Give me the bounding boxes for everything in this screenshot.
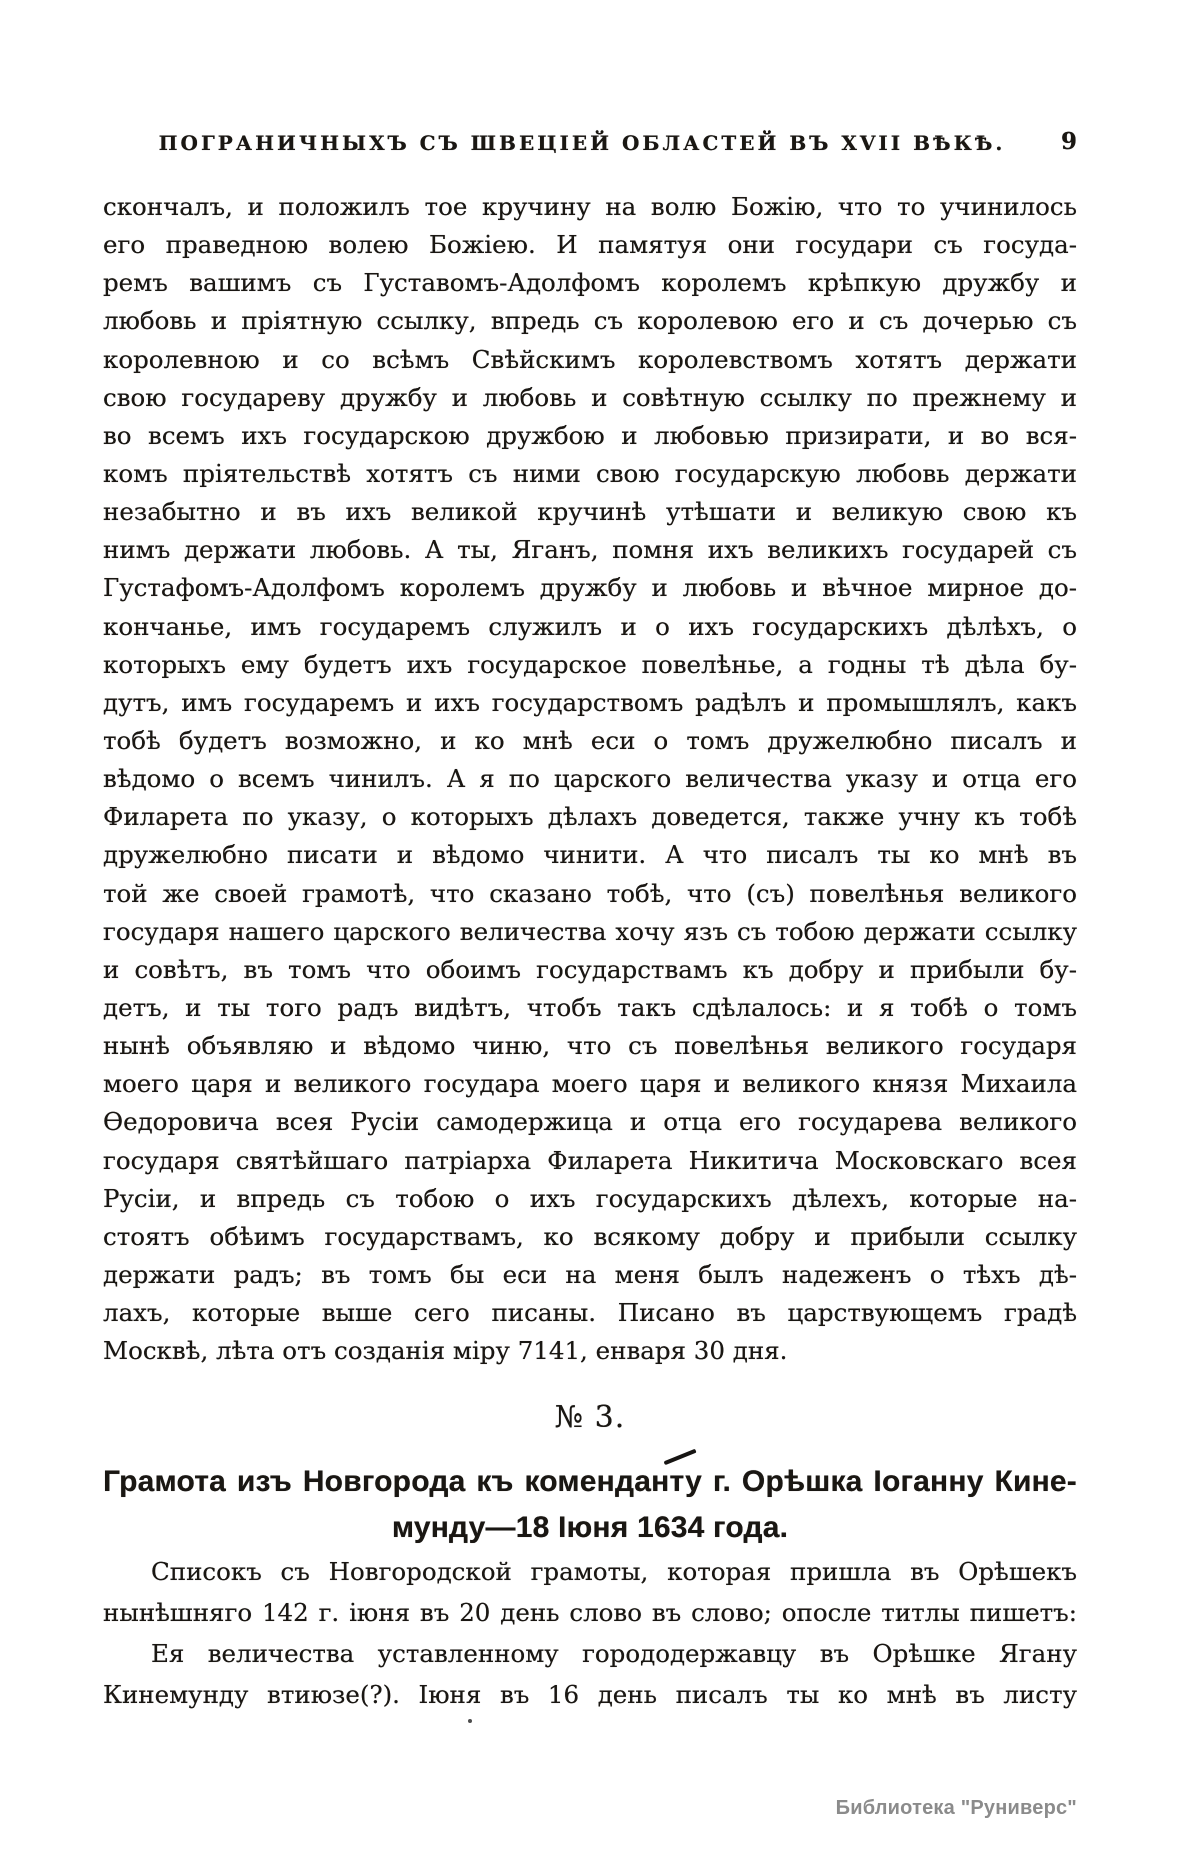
text-line: Ея величества уставленному горододержавцу въ Орѣшке Ягану <box>151 1639 1077 1668</box>
text-line: которыхъ ему будетъ ихъ государское повелѣнье, а годны тѣ дѣла бу- <box>103 649 1077 679</box>
text-line: Филарета по указу, о которыхъ дѣлахъ доведется, также учну къ тобѣ <box>103 802 1077 832</box>
running-header <box>103 128 1077 160</box>
running-header-title: ПОГРАНИЧНЫХЪ СЪ ШВЕЦІЕЙ ОБЛАСТЕЙ ВЪ XVII ВѢКѢ. <box>158 131 1006 155</box>
letter-start-paragraph <box>103 1634 1077 1715</box>
text-line: государя святѣйшаго патріарха Филарета Никитича Московскаго всея <box>103 1145 1077 1175</box>
page-number: 9 <box>1060 128 1077 155</box>
ink-dot-mark-icon <box>468 1719 472 1723</box>
letter-text-paragraph <box>103 188 1077 1370</box>
text-line: тобѣ будетъ возможно, и ко мнѣ еси о томъ дружелюбно писалъ и <box>103 725 1077 755</box>
text-line: ремъ вашимъ съ Густавомъ-Адолфомъ королемъ крѣпкую дружбу и <box>103 268 1077 298</box>
text-line: во всемъ ихъ государскою дружбою и любовью призирати, и во вся- <box>103 420 1077 450</box>
text-line: держати радъ; въ томъ бы еси на меня былъ надеженъ о тѣхъ дѣ- <box>103 1259 1077 1289</box>
text-line: скончалъ, и положилъ тое кручину на волю Божію, что то учинилось <box>103 192 1077 221</box>
text-line: Русіи, и впредь съ тобою о ихъ государскихъ дѣлехъ, которые на- <box>103 1183 1077 1213</box>
text-line: свою государеву дружбу и любовь и совѣтную ссылку по прежнему и <box>103 382 1077 412</box>
text-line: Списокъ съ Новгородской грамоты, которая пришла въ Орѣшекъ <box>151 1557 1077 1586</box>
copy-note-paragraph <box>103 1552 1077 1633</box>
text-line: Кинемунду втиюзе(?). Іюня въ 16 день писалъ ты ко мнѣ въ листу <box>103 1679 1077 1709</box>
text-line: той же своей грамотѣ, что сказано тобѣ, что (съ) повелѣнья великого <box>103 878 1077 908</box>
text-line: Грамота изъ Новгорода къ коменданту г. Орѣшка Іоганну Кине- <box>103 1465 1077 1498</box>
text-line: моего царя и великого государа моего царя и великого князя Михаила <box>103 1069 1077 1099</box>
text-line: его праведною волею Божіею. И памятуя они государи съ госуда- <box>103 230 1077 260</box>
text-line: и совѣтъ, въ томъ что обоимъ государствамъ къ добру и прибыли бу- <box>103 954 1077 984</box>
text-line: мунду—18 Іюня 1634 года. <box>391 1511 789 1544</box>
text-line: королевною и со всѣмъ Свѣйскимъ королевствомъ хотятъ держати <box>103 344 1077 374</box>
text-line: лахъ, которые выше сего писаны. Писано въ царствующемъ градѣ <box>103 1298 1077 1328</box>
document-heading <box>103 1459 1077 1551</box>
text-line: Ѳедоровича всея Русіи самодержица и отца его государева великого <box>103 1107 1077 1137</box>
text-line: нимъ держати любовь. А ты, Яганъ, помня ихъ великихъ государей съ <box>103 535 1077 565</box>
text-line: любовь и пріятную ссылку, впредь съ королевою его и съ дочерью съ <box>103 306 1077 336</box>
text-line: Густафомъ-Адолфомъ королемъ дружбу и любовь и вѣчное мирное до- <box>103 573 1077 603</box>
text-line: детъ, и ты того радъ видѣтъ, чтобъ такъ сдѣлалось: и я тобѣ о томъ <box>103 992 1077 1022</box>
text-line: дружелюбно писати и вѣдомо чинити. А что писалъ ты ко мнѣ въ <box>103 840 1077 870</box>
section-number: № 3. <box>554 1400 626 1435</box>
text-line: нынѣ объявляю и вѣдомо чиню, что съ повелѣнья великого государя <box>103 1031 1077 1061</box>
text-line: Москвѣ, лѣта отъ созданія міру 7141, енваря 30 дня. <box>103 1336 788 1366</box>
library-watermark: Библиотека "Руниверс" <box>835 1797 1077 1819</box>
text-line: незабытно и въ ихъ великой кручинѣ утѣшати и великую свою къ <box>103 497 1077 527</box>
text-line: кончанье, имъ государемъ служилъ и о ихъ государскихъ дѣлѣхъ, о <box>103 611 1077 641</box>
text-line: нынѣшняго 142 г. іюня въ 20 день слово въ слово; опосле титлы пишетъ: <box>103 1597 1077 1627</box>
text-line: стоятъ обѣимъ государствамъ, ко всякому добру и прибыли ссылку <box>103 1221 1077 1251</box>
text-line: дутъ, имъ государемъ и ихъ государствомъ радѣлъ и промышлялъ, какъ <box>103 687 1077 717</box>
text-line: государя нашего царского величества хочу язъ съ тобою держати ссылку <box>103 916 1077 946</box>
text-line: вѣдомо о всемъ чинилъ. А я по царского величества указу и отца его <box>103 764 1077 794</box>
text-line: комъ пріятельствѣ хотятъ съ ними свою государскую любовь держати <box>103 458 1077 488</box>
